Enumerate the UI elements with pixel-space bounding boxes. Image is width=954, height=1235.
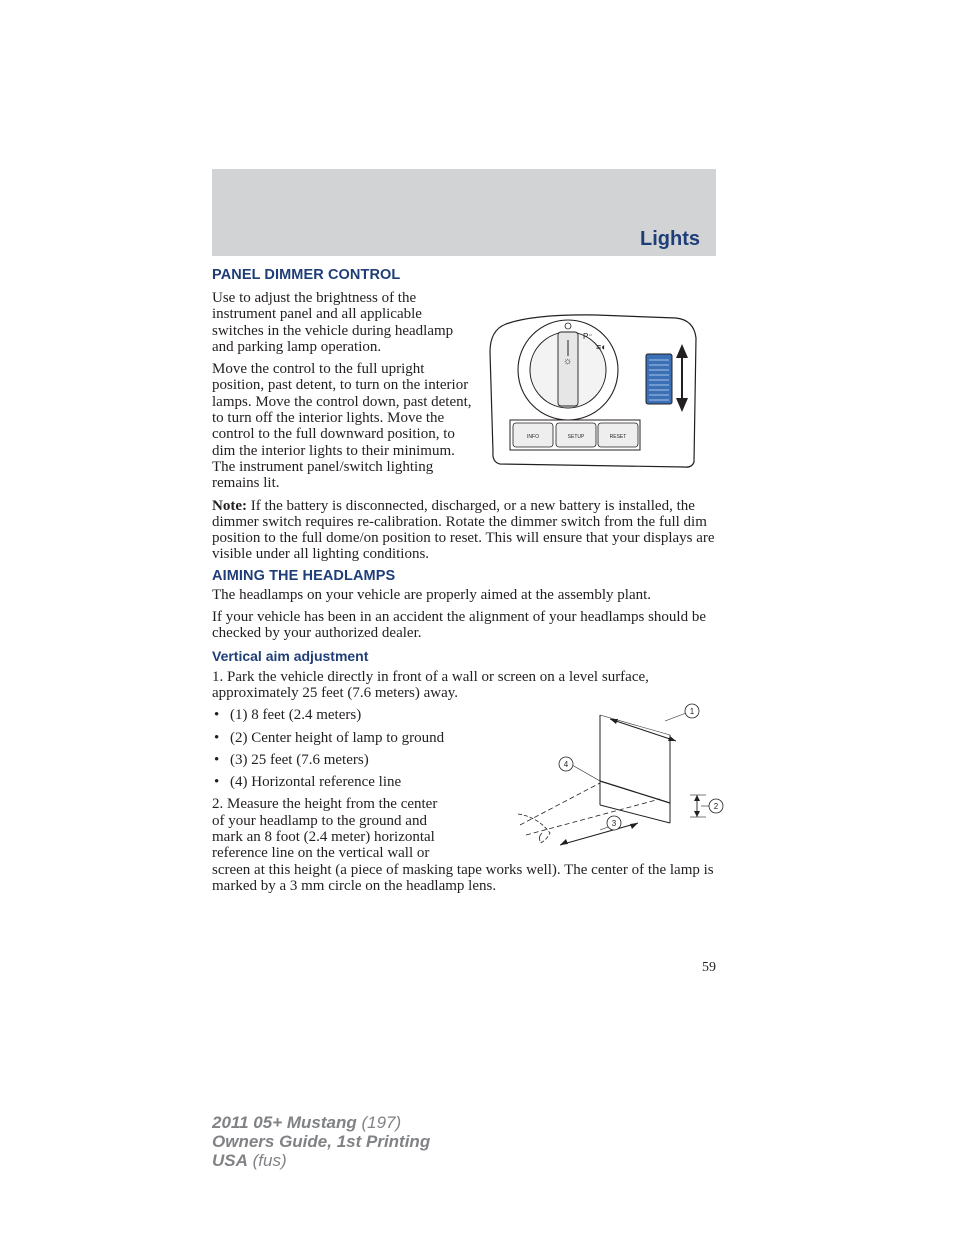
dimmer-note [212,498,716,563]
callout-4-label: 4 [563,760,569,770]
info-button-label: INFO [527,434,539,440]
heading-vertical-aim: Vertical aim adjustment [212,647,369,664]
note-text: If the battery is disconnected, discharged, or a new battery is installed, the dimmer switch requires re-calibration. Rotate the dimmer switch from the full dim position to the full dome/on position to reset. This will ensure that your displays are visible under all lighting conditions. [212,497,715,563]
bullet-icon: • [214,707,220,724]
setup-button-label: SETUP [567,434,585,440]
page-content [212,266,719,900]
parking-lamp-icon: P⁼ [583,332,593,341]
dimmer-paragraph-1: Use to adjust the brightness of the instrument panel and all applicable switches in the vehicle during headlamp and parking lamp operation. [212,290,454,355]
footer-line-3: USA (fus) [212,1151,287,1170]
footer-line-1: 2011 05+ Mustang (197) [212,1113,402,1132]
bullet-icon: • [214,774,220,791]
aim-step-1: 1. Park the vehicle directly in front of a wall or screen on a level surface, approximately 25 feet (7.6 meters) away. [212,668,649,701]
headlamp-switch-illustration [486,312,716,472]
reset-button-label: RESET [609,434,627,440]
section-title: Lights [640,228,700,250]
dimension-2-arrow-up [694,795,700,801]
dimension-3-line [560,823,638,845]
callout-3-label: 3 [611,819,617,829]
section-header-band [212,169,716,256]
callout-3-leader [600,827,608,830]
list-item: • (3) 25 feet (7.6 meters) [214,751,369,768]
beam-lower-dashed [526,799,660,835]
heading-panel-dimmer: PANEL DIMMER CONTROL [212,267,401,283]
bullet-icon: • [214,729,220,746]
note-label: Note: [212,497,247,514]
headlamp-outline [518,814,550,843]
list-item: • (2) Center height of lamp to ground [214,729,445,746]
callout-2-label: 2 [713,802,719,812]
footer-imprint [212,1113,430,1170]
dimmer-paragraph-2: Move the control to the full upright position, past detent, to turn on the interior lamps. Move the control down, past detent, to turn off the interior lights. Move the control to the full downward position, to dim the interior lights to their minimum. The instrument panel/switch lighting remains lit. [212,361,472,492]
aim-step-2: 2. Measure the height from the center of your headlamp to the ground and mark an 8 foot (2.4 meter) horizontal reference line on the vertical wall or screen at this height (a piece of masking tape works well). The center of the lamp is marked by a 3 mm circle on the headlamp lens. [212,796,714,894]
list-item: • (1) 8 feet (2.4 meters) [214,707,362,724]
dimension-3-arrow-end [630,823,638,829]
footer-line-2: Owners Guide, 1st Printing [212,1132,431,1151]
headlamp-lens-icon [539,833,542,841]
dimension-2-arrow-down [694,811,700,817]
aiming-paragraph-1: The headlamps on your vehicle are properly aimed at the assembly plant. [212,586,652,603]
headlamp-switch-figure [486,312,716,472]
list-item: • (4) Horizontal reference line [214,774,402,791]
callout-1-label: 1 [689,707,695,717]
heading-aiming-headlamps: AIMING THE HEADLAMPS [212,567,396,584]
aiming-paragraph-2: If your vehicle has been in an accident the alignment of your headlamps should be checked by your authorized dealer. [212,609,707,642]
sun-icon: ☼ [563,356,573,367]
dimmer-thumbwheel[interactable] [646,354,672,404]
headlamp-icon: ≡◐ [596,342,607,352]
dimension-3-arrow-start [560,839,568,845]
bullet-icon: • [214,751,220,768]
page-number: 59 [702,960,716,975]
